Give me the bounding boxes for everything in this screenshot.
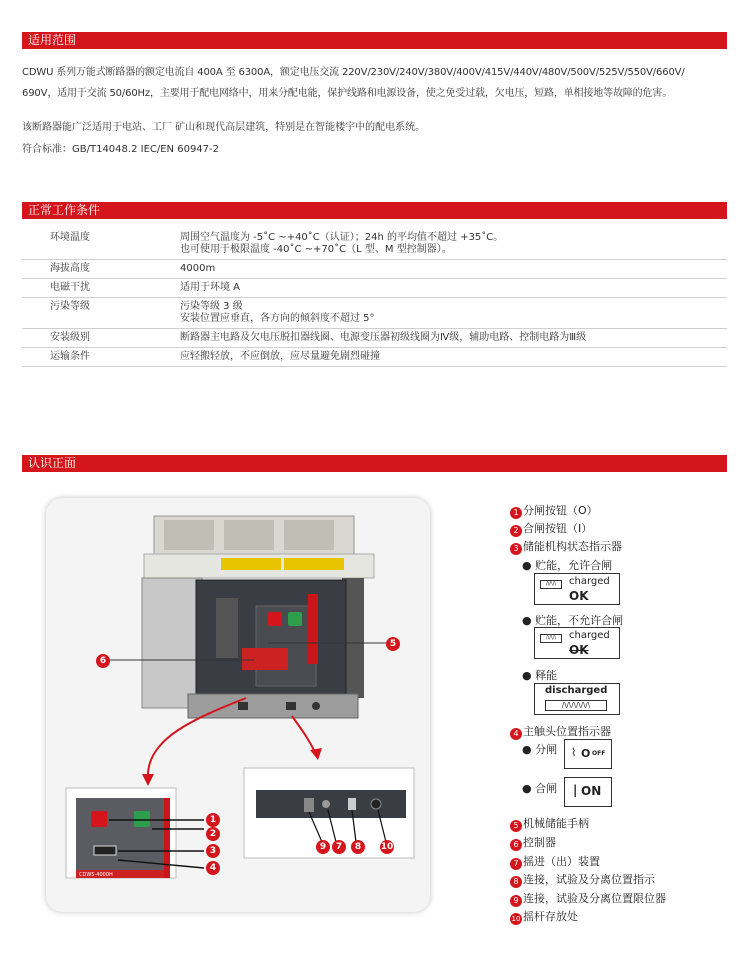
condition-key: 海拔高度 [22,260,180,279]
condition-value [180,279,727,298]
condition-value-line: 污染等级 3 级 [180,301,243,312]
spring-icon: /\/\/\ [540,634,562,643]
condition-value [180,260,727,279]
legend-item-10: 10 摇杆存放处 [511,910,578,923]
indicator-on: | ON [564,777,612,807]
condition-row [22,329,727,348]
legend-item-8: 8 连接，试验及分离位置指示 [510,871,655,888]
condition-value-line: 安装位置应垂直，各方向的倾斜度不超过 5° [180,313,375,324]
condition-row [22,229,727,260]
off-switch-icon: ⌇ [571,746,577,759]
callout-5: 5 [386,637,400,651]
section-title: 适用范围 [28,33,77,47]
callout-2: 2 [206,827,220,841]
condition-row [22,260,727,279]
section-bar-conditions [22,202,727,219]
breaker-photo-panel [46,498,430,912]
spring-icon: /\/\/\ [540,580,562,589]
callout-6: 6 [96,654,110,668]
condition-value-line: 也可使用于极限温度 -40˚C ~+70˚C（L 型、M 型控制器）。 [180,244,452,255]
scope-line-3: 该断路器能广泛适用于电站、工厂 矿山和现代高层建筑，特别是在智能楼宇中的配电系统。 [22,122,426,133]
spring-icon: /\/\/\/\/\/\ [545,700,607,711]
legend-item-6: 6 控制器 [510,834,556,851]
condition-value-line: 周围空气温度为 -5˚C ~+40˚C（认证）；24h 的平均值不超过 +35˚C。 [180,232,504,243]
condition-value [180,298,727,329]
breaker-illustration [46,498,430,912]
condition-row [22,348,727,367]
legend-item-4: 4 主触头位置指示器 [510,723,611,740]
callout-7: 7 [332,840,346,854]
indicator-off: ⌇ O OFF [564,739,612,769]
state-released: ● 释能 [522,669,558,682]
state-charged-no: ● 贮能，不允许合闸 [522,614,624,627]
condition-value-line: 应轻搬轻放，不应倒放，应尽量避免剧烈碰撞 [180,351,380,362]
device-model-label: CDW5-4000H [79,872,113,878]
condition-key: 环境温度 [22,229,180,260]
condition-value [180,329,727,348]
scope-standards: 符合标准：GB/T14048.2 IEC/EN 60947-2 [22,144,219,155]
condition-key: 污染等级 [22,298,180,329]
indicator-charged-not-ok: /\/\/\ charged OK [534,627,620,659]
condition-row [22,298,727,329]
section-bar-front [22,455,727,472]
condition-value-line: 适用于环境 A [180,282,241,293]
callout-10: 10 [380,842,394,852]
condition-key: 安装级别 [22,329,180,348]
condition-value-line: 断路器主电路及欠电压脱扣器线圈、电源变压器初级线圈为Ⅳ级，辅助电路、控制电路为Ⅲ级 [180,332,587,343]
state-charged-ok: ● 贮能，允许合闸 [522,559,613,572]
condition-key: 电磁干扰 [22,279,180,298]
legend-item-5: 5 机械储能手柄 [510,815,589,832]
section-bar-scope [22,32,727,49]
indicator-charged-ok: /\/\/\ charged OK [534,573,620,605]
section-title: 认识正面 [28,456,77,470]
legend-item-9: 9 连接，试验及分离位置限位器 [510,890,666,907]
condition-value-line: 4000m [180,263,216,274]
condition-value [180,348,727,367]
callout-3: 3 [206,844,220,858]
legend-item-1: 1 分闸按钮（O） [510,502,598,519]
callout-4: 4 [206,861,220,875]
state-closed: ● 合闸 [522,782,558,795]
indicator-discharged: discharged /\/\/\/\/\/\ [534,683,620,715]
legend-item-2: 2 合闸按钮（I） [510,520,592,537]
callout-1: 1 [206,813,220,827]
condition-row [22,279,727,298]
legend-item-3: 3 储能机构状态指示器 [510,538,622,555]
section-title: 正常工作条件 [28,203,101,217]
scope-line-1: CDWU 系列万能式断路器的额定电流自 400A 至 6300A，额定电压交流 220V/230V/240V/380V/400V/415V/440V/480V/500V/525V/550V/660V/ [22,67,685,78]
state-open: ● 分闸 [522,743,558,756]
callout-8: 8 [351,840,365,854]
legend-item-7: 7 摇进（出）装置 [510,853,600,870]
scope-line-2: 690V，适用于交流 50/60Hz，主要用于配电网络中，用来分配电能，保护线路和电源设备，使之免受过载，欠电压，短路，单相接地等故障的危害。 [22,88,673,99]
condition-value [180,229,727,260]
callout-9: 9 [316,840,330,854]
condition-key: 运输条件 [22,348,180,367]
conditions-table [22,229,727,367]
